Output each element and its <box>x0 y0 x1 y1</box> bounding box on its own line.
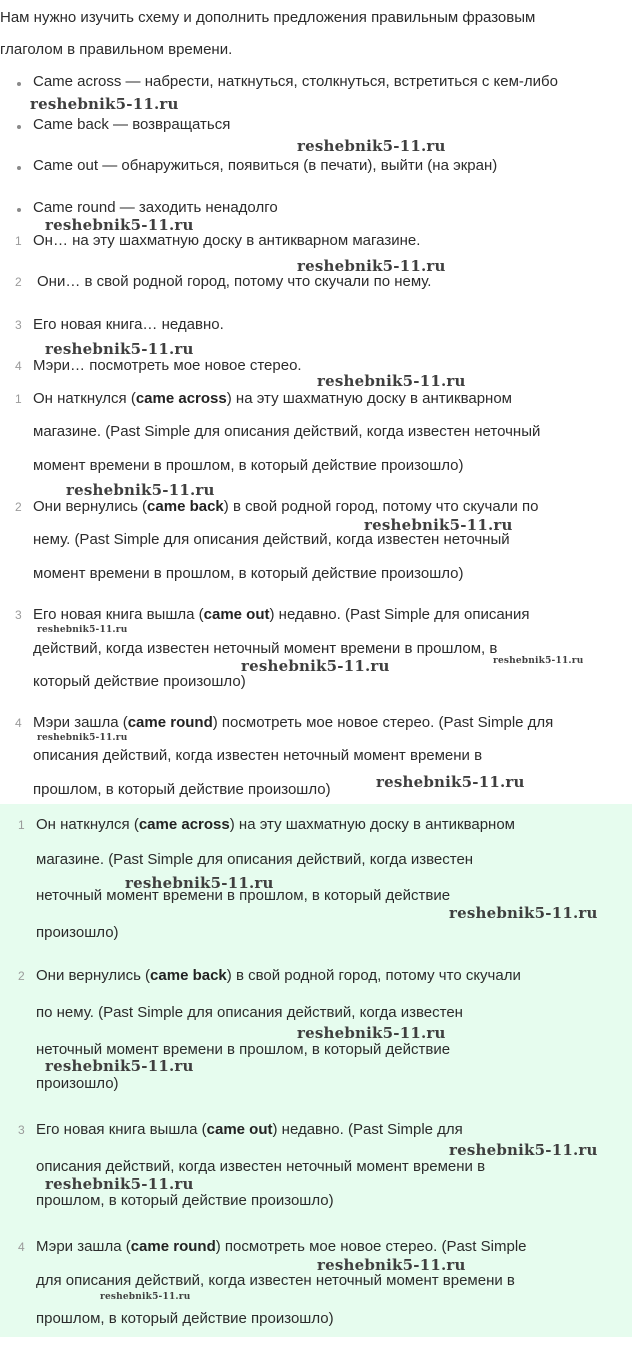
answer-line: прошлом, в который действие произошло) <box>33 781 331 798</box>
answer-line: магазине. (Past Simple для описания действий, когда известен неточный <box>33 423 541 440</box>
watermark: reshebnik5-11.ru <box>317 1256 466 1274</box>
watermark: reshebnik5-11.ru <box>449 904 598 922</box>
answer-line: по нему. (Past Simple для описания действий, когда известен <box>36 1004 463 1021</box>
answer-line: неточный момент времени в прошлом, в который действие <box>36 887 451 904</box>
answer-line: прошлом, в который действие произошло) <box>36 1310 334 1327</box>
watermark: reshebnik5-11.ru <box>125 874 274 892</box>
answer-number: 3 <box>15 608 22 622</box>
watermark: reshebnik5-11.ru <box>45 1175 194 1193</box>
watermark: reshebnik5-11.ru <box>297 1024 446 1042</box>
task-number: 1 <box>15 234 22 248</box>
watermark: reshebnik5-11.ru <box>493 656 584 666</box>
answer-number: 4 <box>18 1240 25 1254</box>
answer-number: 3 <box>18 1123 25 1137</box>
answer-line: Мэри зашла (came round) посмотреть мое новое стерео. (Past Simple <box>36 1238 527 1255</box>
answer-line: Его новая книга вышла (came out) недавно. (Past Simple для <box>36 1121 463 1138</box>
answer-line: описания действий, когда известен неточный момент времени в <box>36 1158 486 1175</box>
watermark: reshebnik5-11.ru <box>45 340 194 358</box>
intro-line-2: глаголом в правильном времени. <box>0 41 233 58</box>
answer-line: нему. (Past Simple для описания действий, когда известен неточный <box>33 531 510 548</box>
task-text: Они… в свой родной город, потому что скучали по нему. <box>37 273 432 290</box>
watermark: reshebnik5-11.ru <box>297 257 446 275</box>
watermark: reshebnik5-11.ru <box>297 137 446 155</box>
answer-number: 2 <box>18 969 25 983</box>
answer-line: момент времени в прошлом, в который действие произошло) <box>33 565 464 582</box>
watermark: reshebnik5-11.ru <box>37 733 128 743</box>
watermark: reshebnik5-11.ru <box>317 372 466 390</box>
task-number: 4 <box>15 359 22 373</box>
watermark: reshebnik5-11.ru <box>449 1141 598 1159</box>
bullet-icon <box>17 125 21 129</box>
vocab-item: Came out — обнаружиться, появиться (в печати), выйти (на экран) <box>33 157 498 174</box>
bullet-icon <box>17 166 21 170</box>
bullet-icon <box>17 82 21 86</box>
answer-number: 2 <box>15 500 22 514</box>
watermark: reshebnik5-11.ru <box>45 1057 194 1075</box>
answer-line: произошло) <box>36 924 119 941</box>
task-text: Мэри… посмотреть мое новое стерео. <box>33 357 302 374</box>
task-number: 2 <box>15 275 22 289</box>
watermark: reshebnik5-11.ru <box>30 95 179 113</box>
answer-line: магазине. (Past Simple для описания действий, когда известен <box>36 851 474 868</box>
answer-line: Он наткнулся (came across) на эту шахматную доску в антикварном <box>36 816 515 833</box>
answer-line: Они вернулись (came back) в свой родной город, потому что скучали по <box>33 498 539 515</box>
answer-number: 4 <box>15 716 22 730</box>
answer-line: действий, когда известен неточный момент времени в прошлом, в <box>33 640 498 657</box>
watermark: reshebnik5-11.ru <box>100 1292 191 1302</box>
answer-line: Мэри зашла (came round) посмотреть мое новое стерео. (Past Simple для <box>33 714 554 731</box>
answer-line: для описания действий, когда известен неточный момент времени в <box>36 1272 515 1289</box>
watermark: reshebnik5-11.ru <box>45 216 194 234</box>
task-text: Его новая книга… недавно. <box>33 316 224 333</box>
watermark: reshebnik5-11.ru <box>376 773 525 791</box>
task-text: Он… на эту шахматную доску в антикварном магазине. <box>33 232 421 249</box>
answer-line: Он наткнулся (came across) на эту шахматную доску в антикварном <box>33 390 512 407</box>
vocab-item: Came round — заходить ненадолго <box>33 199 278 216</box>
answer-line: Его новая книга вышла (came out) недавно. (Past Simple для описания <box>33 606 530 623</box>
answer-line: описания действий, когда известен неточный момент времени в <box>33 747 483 764</box>
vocab-item: Came across — набрести, наткнуться, столкнуться, встретиться с кем-либо <box>33 73 558 90</box>
answer-line: произошло) <box>36 1075 119 1092</box>
watermark: reshebnik5-11.ru <box>66 481 215 499</box>
answer-line: который действие произошло) <box>33 673 246 690</box>
answer-line: Они вернулись (came back) в свой родной город, потому что скучали <box>36 967 521 984</box>
task-number: 3 <box>15 318 22 332</box>
watermark: reshebnik5-11.ru <box>364 516 513 534</box>
answer-line: прошлом, в который действие произошло) <box>36 1192 334 1209</box>
watermark: reshebnik5-11.ru <box>241 657 390 675</box>
watermark: reshebnik5-11.ru <box>37 625 128 635</box>
answer-line: неточный момент времени в прошлом, в который действие <box>36 1041 451 1058</box>
answer-number: 1 <box>15 392 22 406</box>
intro-line-1: Нам нужно изучить схему и дополнить предложения правильным фразовым <box>0 9 536 26</box>
vocab-item: Came back — возвращаться <box>33 116 231 133</box>
answer-number: 1 <box>18 818 25 832</box>
bullet-icon <box>17 208 21 212</box>
answer-line: момент времени в прошлом, в который действие произошло) <box>33 457 464 474</box>
